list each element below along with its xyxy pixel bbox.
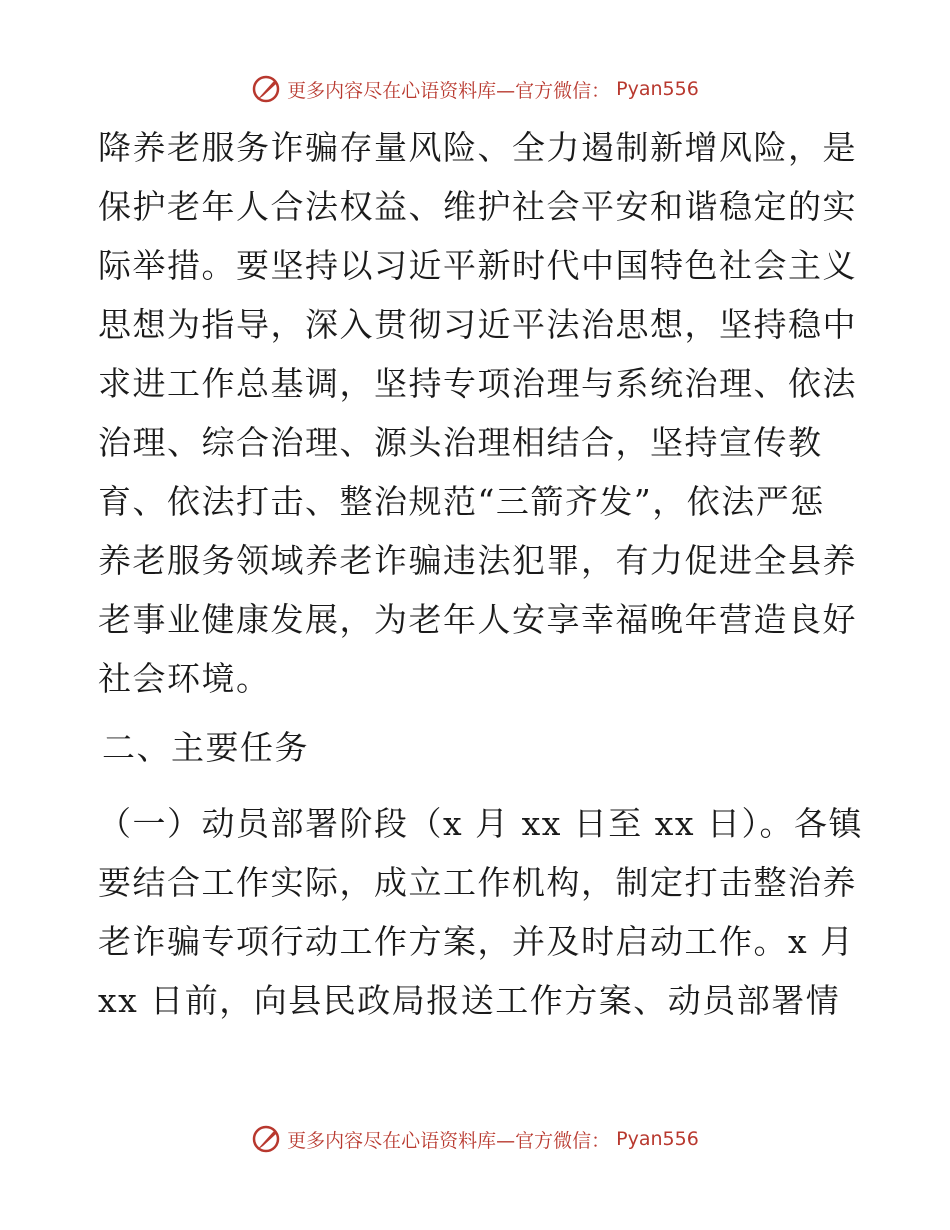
paragraph-line: （一）动员部署阶段（x 月 xx 日至 xx 日）。各镇 (98, 804, 864, 843)
paragraph-line: 育、依法打击、整治规范“三箭齐发”，依法严惩 (98, 482, 825, 521)
watermark-text: 更多内容尽在心语资料库—官方微信： (287, 79, 611, 102)
footer-watermark (0, 1124, 950, 1154)
watermark-text: 更多内容尽在心语资料库—官方微信： (287, 1129, 611, 1152)
paragraph-line: 要结合工作实际，成立工作机构，制定打击整治养 (98, 863, 857, 902)
paragraph-line: 求进工作总基调，坚持专项治理与系统治理、依法 (98, 364, 857, 403)
paragraph-line: 际举措。要坚持以习近平新时代中国特色社会主义 (98, 246, 857, 285)
watermark-wechat-id: Pyan556 (616, 1128, 699, 1150)
paragraph-line: 降养老服务诈骗存量风险、全力遏制新增风险，是 (98, 128, 857, 167)
paragraph-line: 思想为指导，深入贯彻习近平法治思想，坚持稳中 (98, 305, 857, 344)
paragraph-2 (98, 794, 864, 1030)
paragraph-line: 治理、综合治理、源头治理相结合，坚持宣传教 (98, 423, 823, 462)
paragraph-line: 老诈骗专项行动工作方案，并及时启动工作。x 月 (98, 922, 855, 961)
feather-logo-icon (251, 74, 281, 104)
header-watermark (0, 74, 950, 104)
section-heading: 二、主要任务 (102, 728, 309, 767)
paragraph-line: 社会环境。 (98, 659, 271, 698)
feather-logo-icon (251, 1124, 281, 1154)
paragraph-1 (98, 118, 858, 708)
paragraph-line: 老事业健康发展，为老年人安享幸福晚年营造良好 (98, 600, 857, 639)
paragraph-line: 保护老年人合法权益、维护社会平安和谐稳定的实 (98, 187, 857, 226)
paragraph-line: 养老服务领域养老诈骗违法犯罪，有力促进全县养 (98, 541, 857, 580)
paragraph-line: xx 日前，向县民政局报送工作方案、动员部署情 (98, 981, 841, 1020)
watermark-wechat-id: Pyan556 (616, 78, 699, 100)
